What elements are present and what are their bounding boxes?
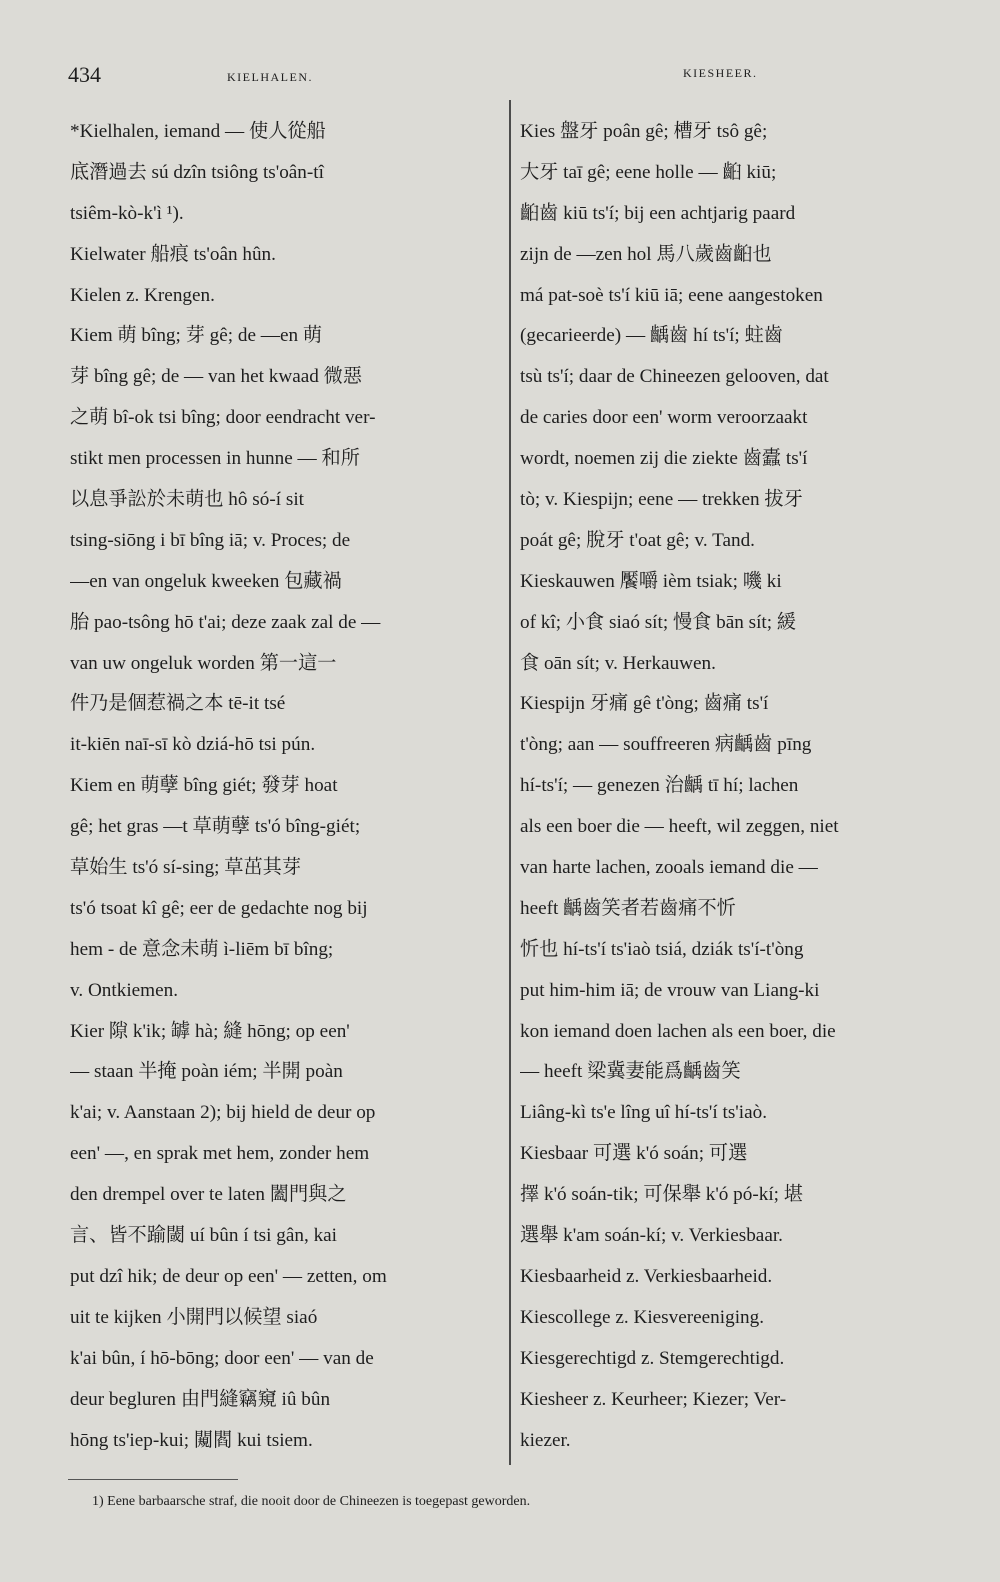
text-line: 言、皆不踰閾 uí bûn í tsi gân, kai [70,1225,338,1247]
text-line: van harte lachen, zooals iemand die — [520,857,818,879]
text-line: zijn de —zen hol 馬八歲齒齨也 [520,243,772,265]
text-line: 大牙 taī gê; eene holle — 齨 kiū; [520,161,777,183]
text-line: hí-ts'í; — genezen 治齲 tī hí; lachen [520,775,799,797]
text-line: 件乃是個惹禍之本 tē-it tsé [70,693,286,715]
page-number: 434 [68,62,101,87]
text-line: stikt men processen in hunne — 和所 [70,448,360,470]
running-head-right: KIESHEER. [683,66,758,80]
text-line: put dzî hik; de deur op een' — zetten, om [70,1265,387,1287]
text-line: Kiesbaarheid z. Verkiesbaarheid. [520,1265,773,1287]
right-column [520,112,950,1461]
text-line: — staan 半掩 poàn iém; 半開 poàn [70,1061,343,1083]
text-line: Kiesheer z. Keurheer; Kiezer; Ver- [520,1388,787,1410]
text-line: Kielwater 船痕 ts'oân hûn. [70,243,276,265]
text-line: — heeft 梁冀妻能爲齲齒笑 [520,1061,741,1083]
text-line: of kî; 小食 siaó sít; 慢食 bān sít; 緩 [520,611,797,633]
text-line: tsiêm-kò-k'ì ¹). [70,202,184,224]
text-line: gê; het gras —t 草萌孽 ts'ó bîng-giét; [70,816,361,838]
text-line: 芽 bîng gê; de — van het kwaad 微惡 [70,366,363,388]
text-line: 選舉 k'am soán-kí; v. Verkiesbaar. [520,1225,783,1247]
text-line: 忻也 hí-ts'í ts'iaò tsiá, dziák ts'í-t'òng [520,938,804,960]
text-line: een' —, en sprak met hem, zonder hem [70,1143,370,1165]
text-line: —en van ongeluk kweeken 包藏禍 [70,570,342,592]
text-line: als een boer die — heeft, wil zeggen, niet [520,816,839,838]
footnote: 1) Eene barbaarsche straf, die nooit door de Chineezen is toegepast geworden. [92,1494,531,1509]
text-line: Kiesgerechtigd z. Stemgerechtigd. [520,1347,785,1369]
text-line: 胎 pao-tsông hō t'ai; deze zaak zal de — [70,611,381,633]
text-line: 之萌 bî-ok tsi bîng; door eendracht ver- [70,407,376,429]
text-line: Kier 隙 k'ik; 罅 hà; 縫 hōng; op een' [70,1020,350,1042]
text-line: kiezer. [520,1429,571,1451]
text-line: put him-him iā; de vrouw van Liang-ki [520,979,820,1001]
footnote-rule [68,1479,238,1480]
text-line: de caries door een' worm veroorzaakt [520,407,808,429]
text-line: Kiescollege z. Kiesvereeniging. [520,1306,765,1328]
text-line: 擇 k'ó soán-tik; 可保舉 k'ó pó-kí; 堪 [520,1184,803,1206]
text-line: k'ai bûn, í hō-bōng; door een' — van de [70,1347,374,1369]
text-line: v. Ontkiemen. [70,979,178,1001]
text-line: wordt, noemen zij die ziekte 齒蠹 ts'í [520,448,808,470]
text-line: (gecarieerde) — 齲齒 hí ts'í; 蛀齒 [520,325,783,347]
text-line: 食 oān sít; v. Herkauwen. [520,652,716,674]
running-head-left: KIELHALEN. [227,70,313,84]
text-line: Kiesbaar 可選 k'ó soán; 可選 [520,1143,748,1165]
text-line: Kiespijn 牙痛 gê t'òng; 齒痛 ts'í [520,693,769,715]
text-line: tò; v. Kiespijn; eene — trekken 拔牙 [520,489,803,511]
text-line: den drempel over te laten 闔門與之 [70,1184,347,1206]
text-line: *Kielhalen, iemand — 使人從船 [70,121,326,142]
text-line: t'òng; aan — souffreeren 病齲齒 pīng [520,734,812,756]
text-line: hōng ts'iep-kui; 闚閻 kui tsiem. [70,1429,313,1451]
text-line: poát gê; 脫牙 t'oat gê; v. Tand. [520,529,755,551]
page-header [0,62,1000,96]
text-line: tsing-siōng i bī bîng iā; v. Proces; de [70,529,351,551]
text-line: heeft 齲齒笑者若齒痛不忻 [520,897,736,919]
text-line: van uw ongeluk worden 第一這一 [70,652,337,674]
column-divider [509,100,511,1465]
text-line: Liâng-kì ts'e lîng uî hí-ts'í ts'iaò. [520,1102,767,1124]
text-line: 底潛過去 sú dzîn tsiông ts'oân-tî [70,161,324,183]
text-line: 草始生 ts'ó sí-sing; 草茁其芽 [70,857,302,879]
left-column [70,112,500,1461]
text-line: Kielen z. Krengen. [70,284,215,306]
text-line: Kiem en 萌孽 bîng giét; 發芽 hoat [70,775,338,797]
text-line: Kieskauwen 饜嚼 ièm tsiak; 嘰 ki [520,570,782,592]
text-line: hem - de 意念未萌 ì-liēm bī bîng; [70,938,334,960]
text-line: Kies 盤牙 poân gê; 槽牙 tsô gê; [520,121,768,142]
text-line: 齨齒 kiū ts'í; bij een achtjarig paard [520,202,796,224]
text-line: ts'ó tsoat kî gê; eer de gedachte nog bij [70,897,368,919]
text-line: Kiem 萌 bîng; 芽 gê; de —en 萌 [70,325,323,347]
text-line: deur begluren 由門縫竊窺 iû bûn [70,1388,331,1410]
text-line: k'ai; v. Aanstaan 2); bij hield de deur op [70,1102,376,1124]
text-line: it-kiēn naī-sī kò dziá-hō tsi pún. [70,734,316,756]
text-line: 以息爭訟於未萌也 hô só-í sit [70,489,304,511]
text-line: má pat-soè ts'í kiū iā; eene aangestoken [520,284,823,306]
text-line: tsù ts'í; daar de Chineezen gelooven, dat [520,366,829,388]
text-line: kon iemand doen lachen als een boer, die [520,1020,836,1042]
text-line: uit te kijken 小開門以候望 siaó [70,1306,318,1328]
